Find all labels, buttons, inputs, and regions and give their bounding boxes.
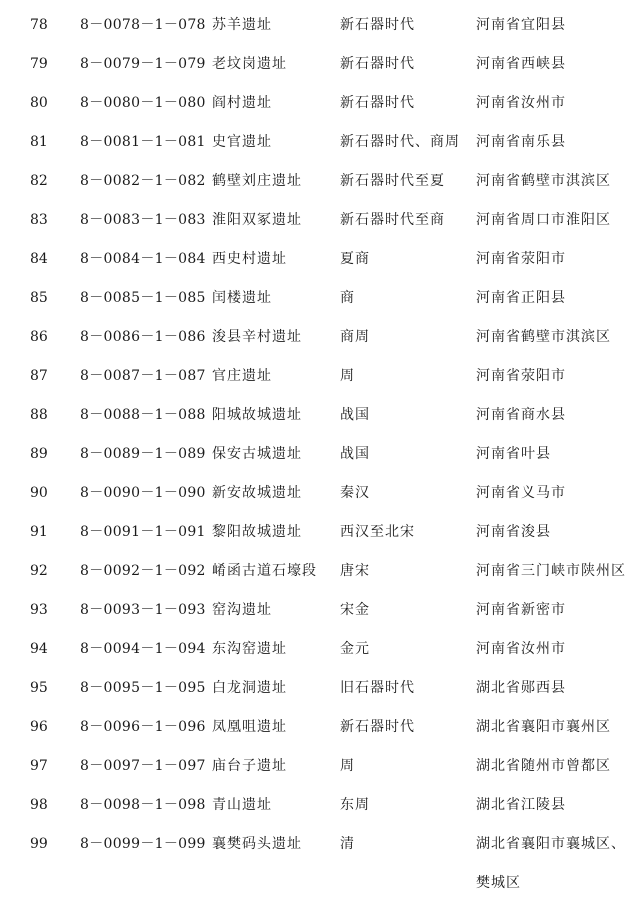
- site-era: 周: [340, 368, 355, 384]
- site-location: 河南省新密市: [476, 602, 566, 618]
- table-row: [0, 708, 640, 747]
- row-number: 92: [30, 563, 48, 579]
- site-era: 新石器时代: [340, 56, 415, 72]
- row-code: 8－0087－1－087: [80, 368, 206, 384]
- table-row: [0, 435, 640, 474]
- site-location: 湖北省随州市曾都区: [476, 758, 611, 774]
- table-row: [0, 396, 640, 435]
- table-row: [0, 786, 640, 825]
- table-row: [0, 357, 640, 396]
- site-era: 东周: [340, 797, 370, 813]
- site-era: 商周: [340, 329, 370, 345]
- site-name: 白龙洞遗址: [212, 680, 287, 696]
- site-location: 河南省三门峡市陕州区: [476, 563, 626, 579]
- site-location: 河南省浚县: [476, 524, 551, 540]
- table-row: [0, 279, 640, 318]
- site-era: 旧石器时代: [340, 680, 415, 696]
- row-number: 83: [30, 212, 48, 228]
- row-number: 90: [30, 485, 48, 501]
- site-name: 老坟岗遗址: [212, 56, 287, 72]
- table-row: [0, 825, 640, 905]
- site-location: 河南省南乐县: [476, 134, 566, 150]
- table-row: [0, 201, 640, 240]
- table-row: [0, 6, 640, 45]
- table-row: [0, 162, 640, 201]
- row-number: 93: [30, 602, 48, 618]
- site-location: 湖北省江陵县: [476, 797, 566, 813]
- row-number: 99: [30, 836, 48, 852]
- site-era: 西汉至北宋: [340, 524, 415, 540]
- row-code: 8－0091－1－091: [80, 524, 206, 540]
- row-code: 8－0082－1－082: [80, 173, 206, 189]
- site-era: 夏商: [340, 251, 370, 267]
- row-code: 8－0085－1－085: [80, 290, 206, 306]
- table-row: [0, 630, 640, 669]
- site-location: 河南省宜阳县: [476, 17, 566, 33]
- heritage-site-table: [0, 6, 640, 905]
- row-code: 8－0089－1－089: [80, 446, 206, 462]
- site-name: 凤凰咀遗址: [212, 719, 287, 735]
- site-name: 鹤壁刘庄遗址: [212, 173, 302, 189]
- site-name: 黎阳故城遗址: [212, 524, 302, 540]
- row-number: 80: [30, 95, 48, 111]
- row-number: 81: [30, 134, 48, 150]
- row-number: 89: [30, 446, 48, 462]
- site-name: 淮阳双冢遗址: [212, 212, 302, 228]
- site-name: 史官遗址: [212, 134, 272, 150]
- row-number: 94: [30, 641, 48, 657]
- site-name: 浚县辛村遗址: [212, 329, 302, 345]
- site-location: 河南省周口市淮阳区: [476, 212, 611, 228]
- row-number: 88: [30, 407, 48, 423]
- site-name: 东沟窑遗址: [212, 641, 287, 657]
- site-name: 庙台子遗址: [212, 758, 287, 774]
- site-name: 闰楼遗址: [212, 290, 272, 306]
- table-row: [0, 552, 640, 591]
- row-code: 8－0097－1－097: [80, 758, 206, 774]
- table-row: [0, 240, 640, 279]
- site-name: 青山遗址: [212, 797, 272, 813]
- site-name: 官庄遗址: [212, 368, 272, 384]
- row-code: 8－0086－1－086: [80, 329, 206, 345]
- row-number: 78: [30, 17, 48, 33]
- site-location: 河南省义马市: [476, 485, 566, 501]
- site-location: 河南省鹤壁市淇滨区: [476, 329, 611, 345]
- site-era: 唐宋: [340, 563, 370, 579]
- row-number: 98: [30, 797, 48, 813]
- row-code: 8－0080－1－080: [80, 95, 206, 111]
- table-row: [0, 84, 640, 123]
- site-era: 宋金: [340, 602, 370, 618]
- row-number: 97: [30, 758, 48, 774]
- site-location: 河南省汝州市: [476, 95, 566, 111]
- site-name: 窑沟遗址: [212, 602, 272, 618]
- site-location: 湖北省襄阳市襄州区: [476, 719, 611, 735]
- site-era: 新石器时代: [340, 95, 415, 111]
- site-era: 秦汉: [340, 485, 370, 501]
- row-code: 8－0084－1－084: [80, 251, 206, 267]
- site-era: 新石器时代、商周: [340, 134, 460, 150]
- row-code: 8－0098－1－098: [80, 797, 206, 813]
- row-code: 8－0083－1－083: [80, 212, 206, 228]
- site-name: 保安古城遗址: [212, 446, 302, 462]
- site-location: 湖北省郧西县: [476, 680, 566, 696]
- site-era: 新石器时代: [340, 17, 415, 33]
- site-location: 河南省叶县: [476, 446, 551, 462]
- site-name: 新安故城遗址: [212, 485, 302, 501]
- row-code: 8－0078－1－078: [80, 17, 206, 33]
- row-number: 86: [30, 329, 48, 345]
- row-number: 82: [30, 173, 48, 189]
- row-number: 79: [30, 56, 48, 72]
- site-name: 阳城故城遗址: [212, 407, 302, 423]
- row-code: 8－0088－1－088: [80, 407, 206, 423]
- site-location: 湖北省襄阳市襄城区、樊城区: [476, 836, 626, 891]
- row-code: 8－0079－1－079: [80, 56, 206, 72]
- row-number: 91: [30, 524, 48, 540]
- row-number: 84: [30, 251, 48, 267]
- table-row: [0, 591, 640, 630]
- table-row: [0, 669, 640, 708]
- site-location: 河南省荥阳市: [476, 251, 566, 267]
- table-row: [0, 747, 640, 786]
- site-era: 清: [340, 836, 355, 852]
- site-location: 河南省汝州市: [476, 641, 566, 657]
- row-code: 8－0093－1－093: [80, 602, 206, 618]
- site-name: 西史村遗址: [212, 251, 287, 267]
- site-name: 襄樊码头遗址: [212, 836, 302, 852]
- row-number: 85: [30, 290, 48, 306]
- table-row: [0, 474, 640, 513]
- site-era: 战国: [340, 446, 370, 462]
- site-name: 崤函古道石壕段: [212, 563, 317, 579]
- site-era: 商: [340, 290, 355, 306]
- row-code: 8－0099－1－099: [80, 836, 206, 852]
- site-name: 阎村遗址: [212, 95, 272, 111]
- row-number: 87: [30, 368, 48, 384]
- row-code: 8－0094－1－094: [80, 641, 206, 657]
- row-number: 96: [30, 719, 48, 735]
- site-location: 河南省荥阳市: [476, 368, 566, 384]
- table-row: [0, 123, 640, 162]
- site-era: 新石器时代至商: [340, 212, 445, 228]
- site-era: 周: [340, 758, 355, 774]
- site-era: 新石器时代至夏: [340, 173, 445, 189]
- row-code: 8－0090－1－090: [80, 485, 206, 501]
- site-location: 河南省正阳县: [476, 290, 566, 306]
- row-number: 95: [30, 680, 48, 696]
- row-code: 8－0092－1－092: [80, 563, 206, 579]
- site-era: 战国: [340, 407, 370, 423]
- table-row: [0, 318, 640, 357]
- site-location: 河南省商水县: [476, 407, 566, 423]
- table-row: [0, 45, 640, 84]
- site-era: 新石器时代: [340, 719, 415, 735]
- site-name: 苏羊遗址: [212, 17, 272, 33]
- row-code: 8－0095－1－095: [80, 680, 206, 696]
- site-location: 河南省西峡县: [476, 56, 566, 72]
- row-code: 8－0096－1－096: [80, 719, 206, 735]
- table-row: [0, 513, 640, 552]
- site-location: 河南省鹤壁市淇滨区: [476, 173, 611, 189]
- row-code: 8－0081－1－081: [80, 134, 206, 150]
- site-era: 金元: [340, 641, 370, 657]
